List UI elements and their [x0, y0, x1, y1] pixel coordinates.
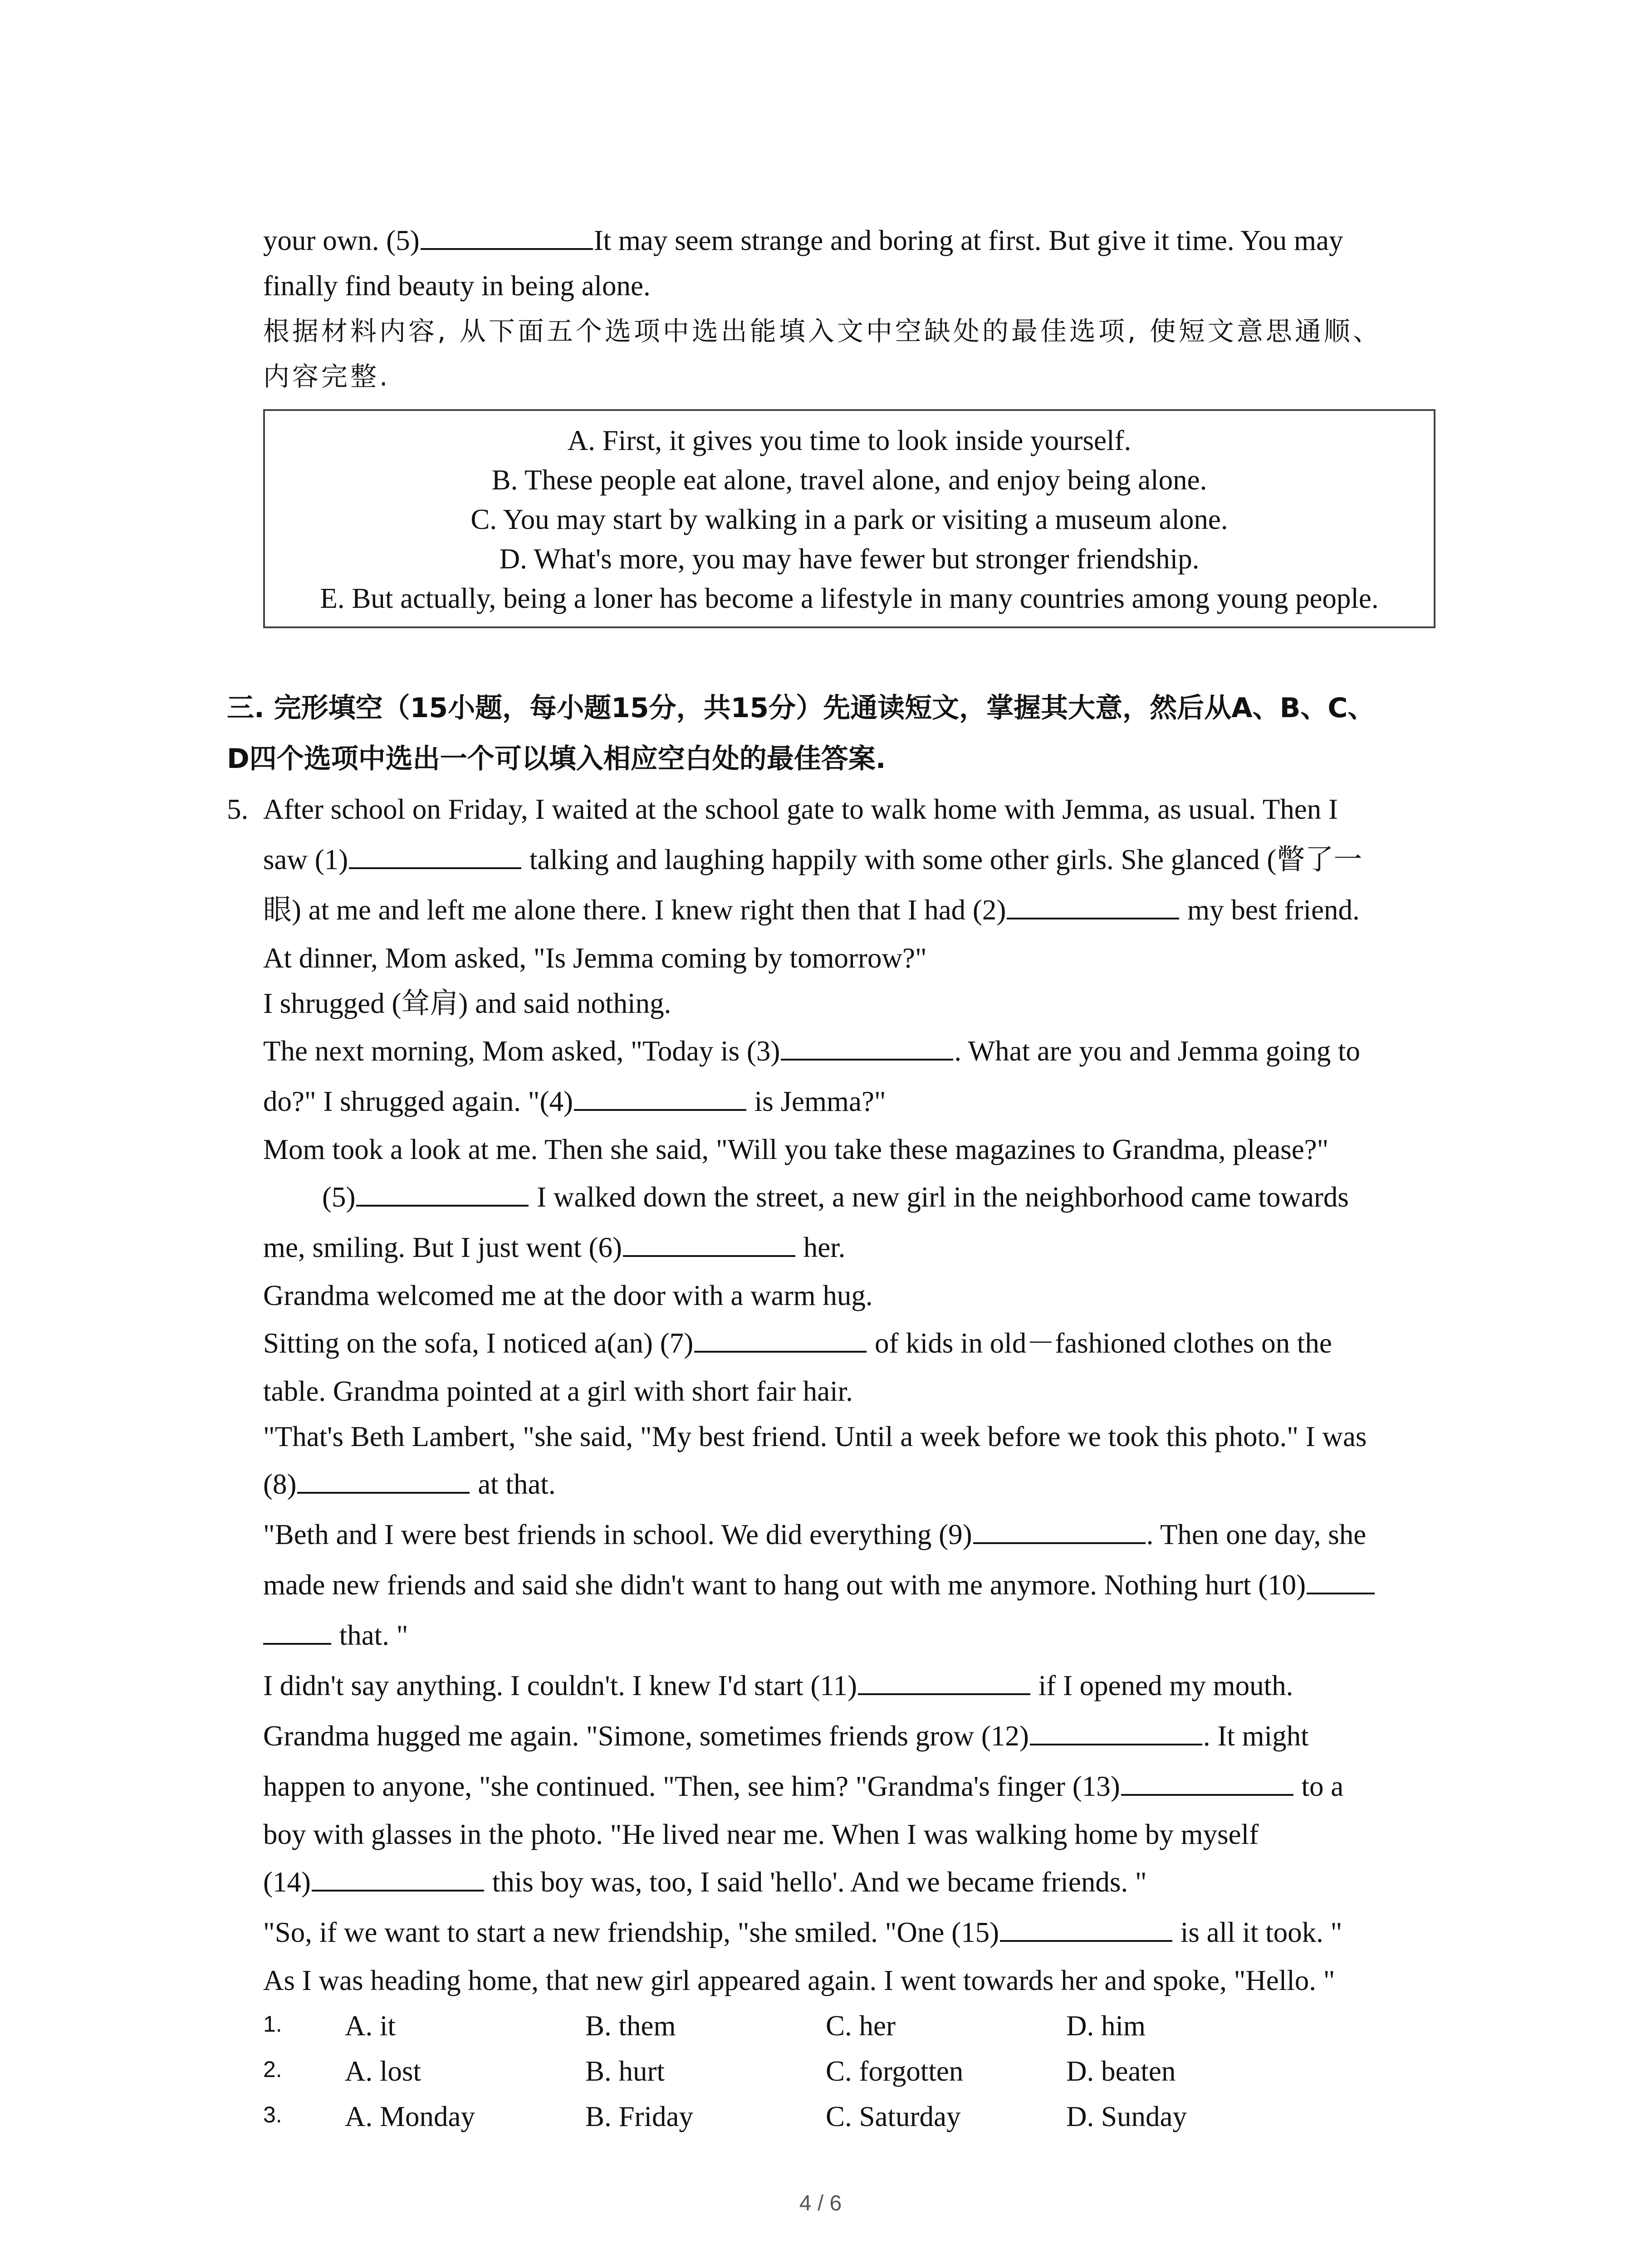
passage-line-18: that. ": [263, 1610, 1434, 1661]
options-box: [263, 409, 1435, 628]
passage-line-10: me, smiling. But I just went (6) her.: [263, 1222, 1434, 1273]
passage-line-13: table. Grandma pointed at a girl with short fair hair.: [263, 1375, 853, 1407]
passage-line-20: Grandma hugged me again. "Simone, sometimes friends grow (12) . It might: [263, 1711, 1434, 1761]
passage-line-11: Grandma welcomed me at the door with a warm hug.: [263, 1280, 873, 1311]
intro-line-2: finally find beauty in being alone.: [263, 270, 651, 302]
blank-5b[interactable]: [356, 1178, 529, 1207]
blank-12[interactable]: [1030, 1716, 1202, 1745]
option-e: E. But actually, being a loner has become a lifestyle in many countries among young people.: [320, 582, 1379, 614]
passage-line-8: Mom took a look at me. Then she said, "Will you take these magazines to Grandma, please?": [263, 1134, 1329, 1165]
choice-b[interactable]: B. them: [585, 2010, 676, 2042]
blank-8[interactable]: [297, 1465, 470, 1494]
question-number: 5.: [227, 793, 249, 825]
choice-d[interactable]: D. him: [1066, 2010, 1146, 2042]
passage-line-24: "So, if we want to start a new friendship, "she smiled. "One (15) is all it took. ": [263, 1907, 1434, 1958]
choice-d[interactable]: D. beaten: [1066, 2055, 1176, 2087]
passage-line-17: made new friends and said she didn't want to hang out with me anymore. Nothing hurt (10): [263, 1560, 1434, 1610]
choice-row-2: [263, 2048, 1434, 2094]
choice-a[interactable]: A. Monday: [345, 2101, 475, 2132]
instruction-line-2: 内容完整.: [263, 361, 391, 392]
passage-line-15: (8) at that.: [263, 1459, 1434, 1510]
page-content: [227, 218, 1434, 2139]
choice-d[interactable]: D. Sunday: [1066, 2101, 1187, 2132]
passage-line-6: The next morning, Mom asked, "Today is (3) . What are you and Jemma going to: [263, 1026, 1434, 1076]
blank-15[interactable]: [1000, 1913, 1172, 1942]
choice-c[interactable]: C. forgotten: [826, 2055, 964, 2087]
blank-11[interactable]: [858, 1666, 1030, 1695]
section-heading-1: 三. 完形填空（15小题，每小题15分，共15分）先通读短文，掌握其大意，然后从A、B、C、: [227, 692, 1375, 724]
passage-line-9: (5) I walked down the street, a new girl in the neighborhood came towards: [263, 1172, 1434, 1222]
blank-7[interactable]: [694, 1324, 867, 1353]
passage-line-23: (14) this boy was, too, I said 'hello'. And we became friends. ": [263, 1857, 1434, 1907]
passage-line-19: I didn't say anything. I couldn't. I knew I'd start (11) if I opened my mouth.: [263, 1661, 1434, 1711]
blank-4[interactable]: [574, 1082, 746, 1111]
blank-6[interactable]: [623, 1228, 795, 1257]
passage-line-21: happen to anyone, "she continued. "Then, see him? "Grandma's finger (13) to a: [263, 1761, 1434, 1812]
passage-line-2: saw (1) talking and laughing happily with some other girls. She glanced (瞥了一: [263, 835, 1434, 885]
passage-line-1: 5. After school on Friday, I waited at the school gate to walk home with Jemma, as usual. Then I: [263, 784, 1434, 835]
blank-2[interactable]: [1007, 890, 1179, 919]
option-c: C. You may start by walking in a park or visiting a museum alone.: [470, 503, 1228, 535]
choice-number: 3.: [263, 2102, 282, 2127]
passage-line-4: At dinner, Mom asked, "Is Jemma coming by tomorrow?": [263, 942, 927, 974]
blank-14[interactable]: [312, 1862, 484, 1892]
choice-number: 1.: [263, 2011, 282, 2037]
passage-line-3: 眼) at me and left me alone there. I knew right then that I had (2) my best friend.: [263, 885, 1434, 935]
choice-b[interactable]: B. hurt: [585, 2055, 665, 2087]
passage-line-22: boy with glasses in the photo. "He lived near me. When I was walking home by myself: [263, 1818, 1259, 1850]
choice-row-1: [263, 2003, 1434, 2048]
choice-b[interactable]: B. Friday: [585, 2101, 694, 2132]
page-number: 4 / 6: [799, 2191, 842, 2215]
choice-c[interactable]: C. her: [826, 2010, 896, 2042]
choice-a[interactable]: A. lost: [345, 2055, 421, 2087]
choice-row-3: [263, 2094, 1434, 2139]
option-d: D. What's more, you may have fewer but stronger friendship.: [499, 543, 1200, 575]
passage-line-5: I shrugged (耸肩) and said nothing.: [263, 987, 671, 1019]
choice-c[interactable]: C. Saturday: [826, 2101, 961, 2132]
passage-line-12: Sitting on the sofa, I noticed a(an) (7) of kids in old－fashioned clothes on the: [263, 1318, 1434, 1369]
blank-5[interactable]: [421, 221, 593, 250]
blank-13[interactable]: [1121, 1767, 1293, 1796]
blank-10-part1[interactable]: [1307, 1565, 1375, 1594]
blank-10-part2[interactable]: [263, 1616, 331, 1645]
passage-line-7: do?" I shrugged again. "(4) is Jemma?": [263, 1076, 1434, 1127]
passage-line-16: "Beth and I were best friends in school. We did everything (9) . Then one day, she: [263, 1510, 1434, 1560]
passage-line-25: As I was heading home, that new girl appeared again. I went towards her and spoke, "Hello. ": [263, 1965, 1335, 1996]
blank-1[interactable]: [349, 840, 521, 869]
choice-a[interactable]: A. it: [345, 2010, 396, 2042]
instruction-line-1: 根据材料内容, 从下面五个选项中选出能填入文中空缺处的最佳选项, 使短文意思通顺、: [263, 316, 1382, 347]
passage-line-14: "That's Beth Lambert, "she said, "My best friend. Until a week before we took this photo." I was: [263, 1421, 1367, 1452]
intro-line-1: your own. (5) It may seem strange and boring at first. But give it time. You may: [263, 218, 1434, 263]
section-heading-2: D四个选项中选出一个可以填入相应空白处的最佳答案.: [227, 743, 886, 775]
blank-9[interactable]: [973, 1515, 1146, 1544]
choice-number: 2.: [263, 2057, 282, 2082]
option-b: B. These people eat alone, travel alone, and enjoy being alone.: [491, 464, 1207, 496]
option-a: A. First, it gives you time to look inside yourself.: [567, 425, 1132, 456]
blank-3[interactable]: [781, 1031, 953, 1061]
